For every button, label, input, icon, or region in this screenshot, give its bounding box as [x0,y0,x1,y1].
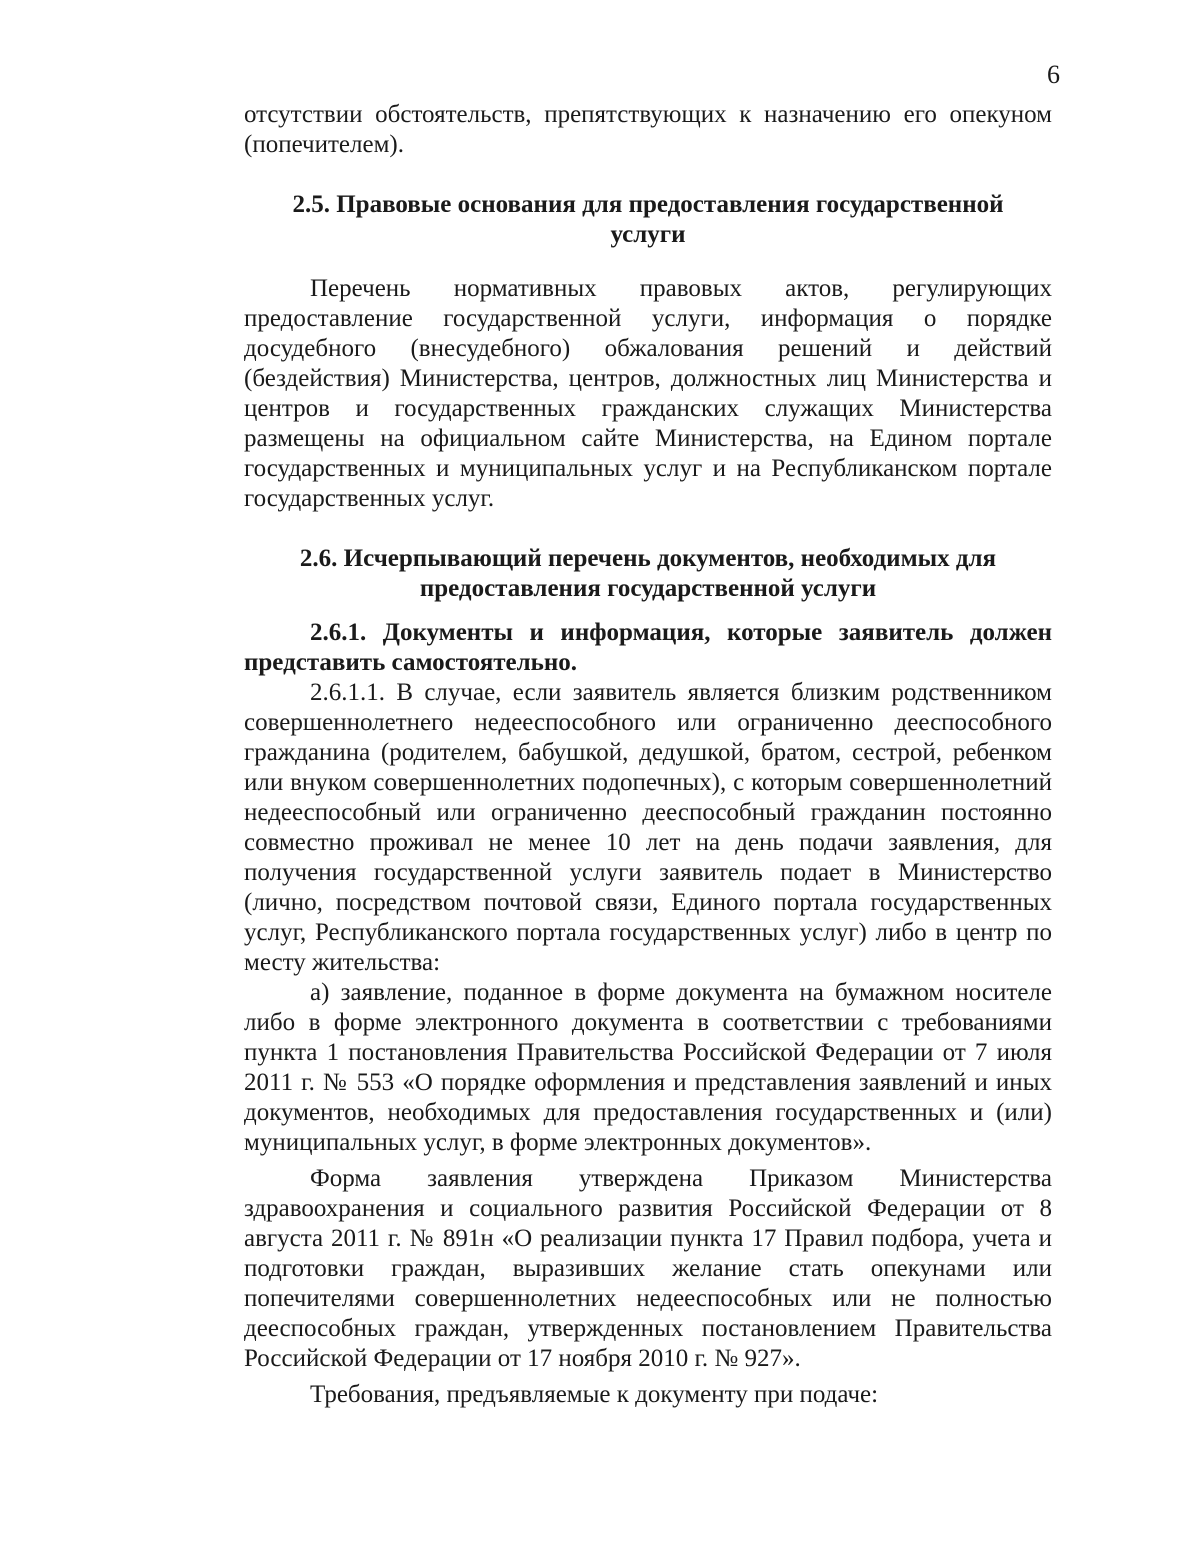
page-number: 6 [1047,60,1060,89]
section-2-5-heading: 2.5. Правовые основания для предоставления государственной услуги [292,191,1004,248]
paragraph-item-a: а) заявление, поданное в форме документа на бумажном носителе либо в форме электронного документа в соответствии с требованиями пункта 1 постановления Правительства Российской Федерации от 7 июля 2011 г. № 553 «О порядке оформления и представления заявлений и иных документов, необходимых для предоставления государственных и (или) муниципальных услуг, в форме электронных документов». [244,979,1052,1156]
section-2-6-heading: 2.6. Исчерпывающий перечень документов, необходимых для предоставления государственной услуги [299,545,997,602]
continuation-paragraph: отсутствии обстоятельств, препятствующих к назначению его опекуном (попечителем). [244,101,1052,158]
section-2-6-1-heading: 2.6.1. Документы и информация, которые заявитель должен представить самостоятельно. [244,619,1052,676]
document-body [244,100,1052,1410]
paragraph-2-6-1-1: 2.6.1.1. В случае, если заявитель является близким родственником совершеннолетнего недееспособного или ограниченно дееспособного гражданина (родителем, бабушкой, дедушкой, братом, сестрой, ребенком или внуком совершеннолетних подопечных), с которым совершеннолетний недееспособный или ограниченно дееспособный гражданин постоянно совместно проживал не менее 10 лет на день подачи заявления, для получения государственной услуги заявитель подает в Министерство (лично, посредством почтовой связи, Единого портала государственных услуг, Республиканского портала государственных услуг) либо в центр по месту жительства: [244,679,1052,976]
paragraph-form: Форма заявления утверждена Приказом Министерства здравоохранения и социального развития Российской Федерации от 8 августа 2011 г. № 891н «О реализации пункта 17 Правил подбора, учета и подготовки граждан, выразивших желание стать опекунами или попечителями совершеннолетних недееспособных или не полностью дееспособных граждан, утвержденных постановлением Правительства Российской Федерации от 17 ноября 2010 г. № 927». [244,1165,1052,1372]
section-2-5-paragraph: Перечень нормативных правовых актов, регулирующих предоставление государственной услуги, информация о порядке досудебного (внесудебного) обжалования решений и действий (бездействия) Министерства, центров, должностных лиц Министерства и центров и государственных гражданских служащих Министерства размещены на официальном сайте Министерства, на Едином портале государственных и муниципальных услуг и на Республиканском портале государственных услуг. [244,275,1052,512]
paragraph-requirements: Требования, предъявляемые к документу при подаче: [310,1381,879,1408]
